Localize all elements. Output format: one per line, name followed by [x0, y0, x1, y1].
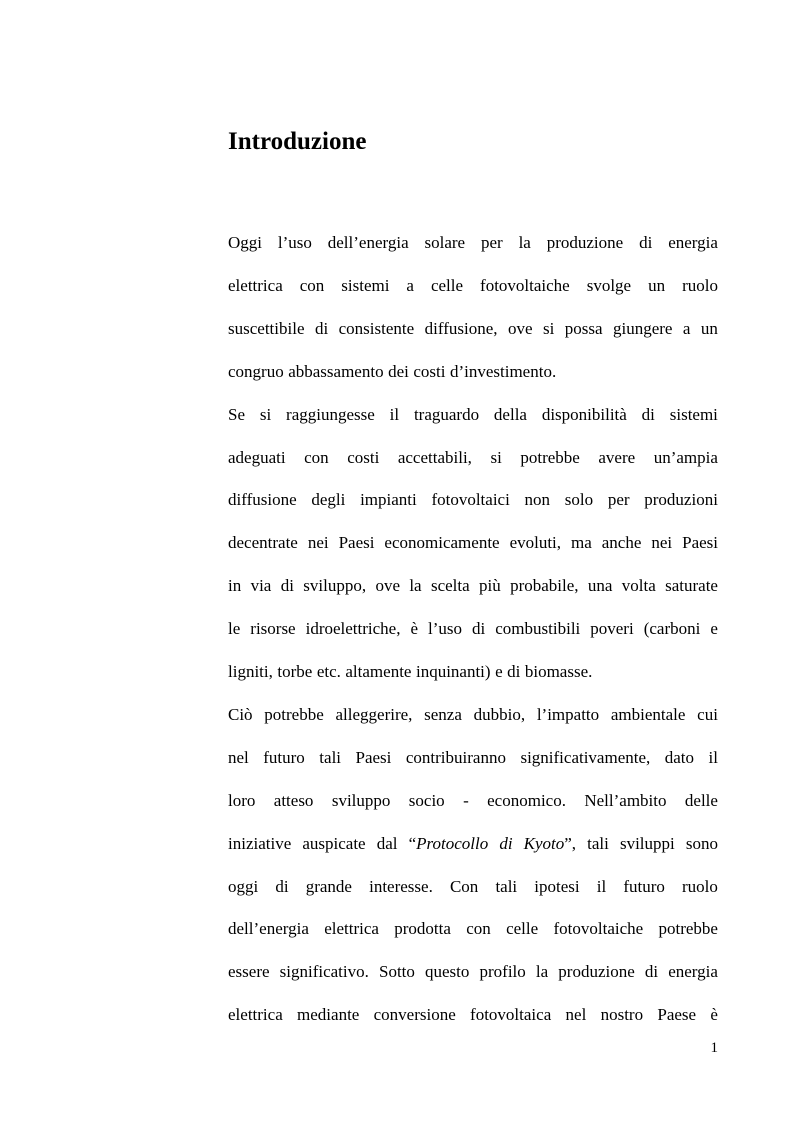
word: Kyoto”, — [523, 833, 577, 853]
word: l’uso — [277, 233, 312, 252]
word: dubbio, — [473, 704, 526, 724]
word: via — [250, 576, 272, 596]
word: di — [275, 876, 289, 896]
text-line — [228, 617, 718, 641]
word: di — [644, 962, 659, 982]
word: celle — [430, 275, 464, 295]
word: ma — [571, 533, 592, 553]
word: diffusione — [228, 490, 297, 510]
word: energia — [668, 233, 718, 252]
word: sviluppo, — [303, 576, 367, 596]
word: a — [682, 318, 691, 338]
text-line — [228, 317, 718, 341]
text-line — [228, 231, 718, 255]
word: elettrica — [228, 1005, 283, 1025]
page-title: Introduzione — [228, 128, 367, 155]
word: nostro — [600, 1005, 644, 1025]
word: ruolo — [682, 275, 718, 295]
word: più — [479, 576, 501, 596]
word: evoluti, — [509, 533, 562, 553]
word: l’uso — [428, 619, 463, 639]
word: impianti — [360, 490, 417, 510]
word: Nell’ambito — [584, 790, 667, 810]
word: ipotesi — [534, 876, 580, 896]
word: a — [406, 275, 414, 295]
word: nei — [307, 533, 329, 553]
word: Paese — [657, 1005, 697, 1025]
word: il — [389, 404, 400, 424]
word: loro — [228, 790, 256, 810]
word: probabile, — [510, 576, 579, 596]
word: tali — [495, 876, 518, 896]
word: sviluppi — [619, 833, 675, 853]
word: contribuiranno — [405, 747, 506, 767]
word: auspicate — [302, 833, 366, 853]
word: ove — [375, 576, 400, 596]
word: senza — [424, 704, 462, 724]
word: la — [409, 576, 422, 596]
word: il — [708, 747, 718, 767]
word: fotovoltaica — [470, 1005, 552, 1025]
word: produzioni — [644, 490, 718, 510]
word: degli — [311, 490, 346, 510]
word: torbe — [277, 662, 313, 681]
word: produzione — [558, 962, 635, 982]
word: l’impatto — [536, 704, 600, 724]
word: di — [472, 619, 486, 639]
word: di — [314, 318, 329, 338]
word: Sotto — [378, 962, 415, 982]
word: fotovoltaiche — [553, 919, 644, 939]
word: prodotta — [394, 919, 451, 939]
word: alleggerire, — [335, 704, 413, 724]
word: delle — [684, 790, 718, 810]
word: solare — [424, 233, 466, 252]
word: cui — [697, 704, 718, 724]
word: dal — [376, 833, 398, 853]
word: sono — [685, 833, 718, 853]
word: tali — [587, 833, 609, 853]
word: tali — [319, 747, 342, 767]
word: potrebbe — [520, 447, 580, 467]
word: volta — [621, 576, 656, 596]
word: con — [304, 447, 329, 467]
word: Paesi — [682, 533, 718, 553]
word: significativo. — [279, 962, 369, 982]
word: adeguati — [228, 447, 286, 467]
word: economico. — [487, 790, 566, 810]
page-number: 1 — [710, 1040, 718, 1056]
word: non — [524, 490, 551, 510]
word: si — [259, 404, 272, 424]
text-line — [228, 960, 718, 984]
text-line — [228, 360, 718, 384]
word: “Protocollo — [408, 833, 489, 853]
word: saturate — [665, 576, 718, 596]
word: celle — [506, 919, 539, 939]
text-line — [228, 875, 718, 899]
word: traguardo — [413, 404, 480, 424]
word: d’investimento. — [449, 361, 557, 381]
word: potrebbe — [658, 919, 718, 939]
word: un — [648, 275, 666, 295]
word: costi — [413, 361, 446, 381]
word: socio — [408, 790, 445, 810]
word: la — [518, 233, 531, 252]
word: con — [466, 919, 491, 939]
word: di — [641, 404, 655, 424]
word: avere — [598, 447, 636, 467]
word: diffusione, — [424, 318, 498, 338]
word: suscettibile — [228, 318, 305, 338]
word: Paesi — [355, 747, 392, 767]
word: di — [280, 576, 294, 596]
word: una — [587, 576, 613, 596]
word: idroelettriche, — [305, 619, 401, 639]
word: futuro — [623, 876, 665, 896]
word: congruo — [228, 361, 284, 381]
word: interesse. — [369, 876, 433, 896]
text-line — [228, 274, 718, 298]
word: questo — [425, 962, 470, 982]
word: della — [493, 404, 527, 424]
text-line — [228, 703, 718, 727]
word: un — [700, 318, 718, 338]
word: decentrate — [228, 533, 298, 553]
text-line — [228, 574, 718, 598]
text-line — [228, 917, 718, 941]
word: etc. — [316, 662, 341, 681]
word: significativamente, — [520, 747, 651, 767]
word: mediante — [297, 1005, 360, 1025]
word: la — [535, 962, 549, 982]
text-line — [228, 746, 718, 770]
text-line — [228, 660, 718, 684]
word: risorse — [250, 619, 296, 639]
word: futuro — [263, 747, 305, 767]
text-line — [228, 1003, 718, 1027]
word: dell’energia — [327, 233, 409, 252]
word: atteso — [273, 790, 314, 810]
word: dato — [664, 747, 695, 767]
word: le — [228, 619, 241, 639]
text-line — [228, 832, 718, 856]
word: ligniti, — [228, 662, 273, 681]
word: biomasse. — [524, 662, 593, 681]
word: combustibili — [495, 619, 581, 639]
word: nel — [228, 747, 249, 767]
word: poveri — [590, 619, 634, 639]
word: accettabili, — [397, 447, 472, 467]
word: produzione — [546, 233, 624, 252]
word: energia — [668, 962, 718, 982]
word: nel — [565, 1005, 587, 1025]
text-line — [228, 446, 718, 470]
word: raggiungesse — [286, 404, 375, 424]
word: un’ampia — [653, 447, 718, 467]
word: essere — [228, 962, 270, 982]
word: conversione — [373, 1005, 456, 1025]
word: di — [639, 233, 653, 252]
word: (carboni — [643, 619, 701, 639]
word: altamente — [345, 662, 412, 681]
word: giungere — [612, 318, 673, 338]
word: e — [710, 619, 718, 639]
word: il — [596, 876, 607, 896]
word: ove — [507, 318, 533, 338]
word: dei — [388, 361, 409, 381]
text-line — [228, 403, 718, 427]
word: per — [607, 490, 630, 510]
word: fotovoltaici — [431, 490, 510, 510]
word: è — [410, 619, 419, 639]
word: di — [499, 833, 513, 853]
word: sistemi — [669, 404, 718, 424]
word: Ciò — [228, 704, 253, 724]
word: solo — [564, 490, 594, 510]
word: e — [495, 662, 503, 681]
word: elettrica — [324, 919, 379, 939]
word: Con — [449, 876, 479, 896]
word: elettrica — [228, 275, 283, 295]
word: per — [480, 233, 503, 252]
word: possa — [564, 318, 603, 338]
word: anche — [601, 533, 642, 553]
word: sistemi — [341, 275, 390, 295]
word: dell’energia — [228, 919, 309, 939]
word: in — [228, 576, 242, 596]
word: svolge — [586, 275, 632, 295]
word: abbassamento — [288, 361, 384, 381]
word: potrebbe — [264, 704, 324, 724]
word: Se — [228, 404, 245, 424]
word: scelta — [430, 576, 470, 596]
word: con — [299, 275, 325, 295]
text-line — [228, 531, 718, 555]
word: oggi — [228, 876, 259, 896]
word: è — [710, 1005, 718, 1025]
word: grande — [305, 876, 352, 896]
word: iniziative — [228, 833, 292, 853]
word: profilo — [479, 962, 526, 982]
word: fotovoltaiche — [480, 275, 570, 295]
word: di — [507, 662, 521, 681]
word: nei — [651, 533, 673, 553]
word: inquinanti) — [415, 662, 491, 681]
word: economicamente — [384, 533, 500, 553]
word: - — [463, 790, 469, 810]
word: ambientale — [610, 704, 686, 724]
word: Paesi — [338, 533, 375, 553]
word: consistente — [338, 318, 415, 338]
word: ruolo — [682, 876, 718, 896]
word: disponibilità — [541, 404, 627, 424]
text-line — [228, 488, 718, 512]
word: si — [542, 318, 555, 338]
word: sviluppo — [331, 790, 391, 810]
word: Oggi — [228, 233, 262, 252]
word: costi — [347, 447, 380, 467]
word: si — [490, 447, 502, 467]
text-line — [228, 789, 718, 813]
